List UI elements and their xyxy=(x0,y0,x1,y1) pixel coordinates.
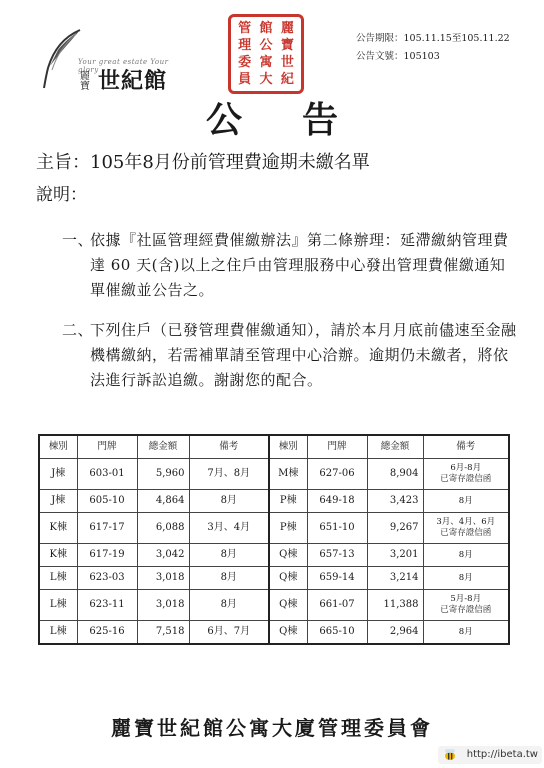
header-unit: 門牌 xyxy=(77,435,137,459)
amount-cell: 9,267 xyxy=(367,513,423,544)
unit-cell: 651-10 xyxy=(307,513,367,544)
building-cell: M棟 xyxy=(269,459,307,490)
amount-cell: 7,518 xyxy=(137,621,189,645)
building-cell: Q棟 xyxy=(269,621,307,645)
building-cell: J棟 xyxy=(39,459,77,490)
table-header-row xyxy=(39,435,509,459)
seal-character: 員 xyxy=(238,72,252,87)
committee-signature: 麗寶世紀館公寓大廈管理委員會 xyxy=(111,716,433,740)
amount-cell: 11,388 xyxy=(367,590,423,621)
notice-meta xyxy=(356,30,510,66)
unit-cell: 623-03 xyxy=(77,567,137,590)
header-unit: 門牌 xyxy=(307,435,367,459)
table-row xyxy=(39,590,509,621)
remarks-cell: 8月 xyxy=(423,490,509,513)
seal-character: 麗 xyxy=(280,21,294,36)
notice-doc-number: 公告文號：105103 xyxy=(356,51,440,62)
unit-cell: 605-10 xyxy=(77,490,137,513)
remarks-cell: 5月-8月 已寄存證信函 xyxy=(423,590,509,621)
amount-cell: 3,214 xyxy=(367,567,423,590)
source-watermark xyxy=(438,746,542,764)
building-cell: K棟 xyxy=(39,513,77,544)
seal-character: 寓 xyxy=(259,55,273,70)
remarks-cell: 8月 xyxy=(423,567,509,590)
remarks-cell: 3月、4月 xyxy=(189,513,269,544)
building-cell: Q棟 xyxy=(269,544,307,567)
seal-character: 寶 xyxy=(280,38,294,53)
community-logo xyxy=(40,28,190,94)
building-cell: L棟 xyxy=(39,567,77,590)
seal-character: 委 xyxy=(238,55,252,70)
amount-cell: 2,964 xyxy=(367,621,423,645)
explanation-label: 說明： xyxy=(36,185,87,205)
building-cell: P棟 xyxy=(269,490,307,513)
arrears-table xyxy=(38,434,510,645)
amount-cell: 3,201 xyxy=(367,544,423,567)
amount-cell: 8,904 xyxy=(367,459,423,490)
header-building: 棟別 xyxy=(39,435,77,459)
seal-character: 紀 xyxy=(280,72,294,87)
seal-character: 理 xyxy=(238,38,252,53)
remarks-cell: 8月 xyxy=(189,490,269,513)
bee-icon xyxy=(442,748,458,762)
remarks-cell: 8月 xyxy=(189,544,269,567)
watermark-url: http://ibeta.tw xyxy=(466,749,538,760)
building-cell: P棟 xyxy=(269,513,307,544)
amount-cell: 5,960 xyxy=(137,459,189,490)
unit-cell: 623-11 xyxy=(77,590,137,621)
remarks-cell: 3月、4月、6月 已寄存證信函 xyxy=(423,513,509,544)
amount-cell: 4,864 xyxy=(137,490,189,513)
logo-brand-name: 世紀館 xyxy=(98,68,168,94)
unit-cell: 627-06 xyxy=(307,459,367,490)
header-building: 棟別 xyxy=(269,435,307,459)
amount-cell: 3,423 xyxy=(367,490,423,513)
seal-character: 大 xyxy=(259,72,273,87)
building-cell: Q棟 xyxy=(269,590,307,621)
paragraph-1-text: 依據『社區管理經費催繳辦法』第二條辦理：延滯繳納管理費達 60 天(含)以上之住戶由管理服務中心發出管理費催繳通知單催繳並公告之。 xyxy=(90,231,509,299)
amount-cell: 3,018 xyxy=(137,590,189,621)
table-row xyxy=(39,513,509,544)
unit-cell: 657-13 xyxy=(307,544,367,567)
committee-seal-stamp xyxy=(228,14,304,94)
amount-cell: 3,018 xyxy=(137,567,189,590)
seal-character: 館 xyxy=(259,21,273,36)
logo-tagline: Your great estate Your glory xyxy=(78,58,169,74)
unit-cell: 659-14 xyxy=(307,567,367,590)
remarks-cell: 6月、7月 xyxy=(189,621,269,645)
remarks-cell: 8月 xyxy=(423,544,509,567)
header-amount: 總金額 xyxy=(367,435,423,459)
header-amount: 總金額 xyxy=(137,435,189,459)
logo-brand-small: 麗寶 xyxy=(80,71,90,92)
notice-period: 公告期限：105.11.15至105.11.22 xyxy=(356,33,510,44)
seal-character: 公 xyxy=(259,38,273,53)
table-row xyxy=(39,459,509,490)
seal-character: 管 xyxy=(238,21,252,36)
header-remarks: 備考 xyxy=(189,435,269,459)
amount-cell: 3,042 xyxy=(137,544,189,567)
table-row xyxy=(39,621,509,645)
unit-cell: 617-17 xyxy=(77,513,137,544)
amount-cell: 6,088 xyxy=(137,513,189,544)
building-cell: L棟 xyxy=(39,621,77,645)
unit-cell: 617-19 xyxy=(77,544,137,567)
remarks-cell: 8月 xyxy=(189,567,269,590)
unit-cell: 625-16 xyxy=(77,621,137,645)
paragraph-1-number: 一、 xyxy=(62,231,94,249)
seal-character: 世 xyxy=(280,55,294,70)
paragraph-2-text: 下列住戶（已發管理費催繳通知），請於本月月底前儘速至金融機構繳納，若需補單請至管理中心洽辦。逾期仍未繳者，將依法進行訴訟追繳。謝謝您的配合。 xyxy=(90,321,517,389)
table-row xyxy=(39,490,509,513)
remarks-cell: 7月、8月 xyxy=(189,459,269,490)
remarks-cell: 6月-8月 已寄存證信函 xyxy=(423,459,509,490)
building-cell: Q棟 xyxy=(269,567,307,590)
table-row xyxy=(39,544,509,567)
remarks-cell: 8月 xyxy=(189,590,269,621)
unit-cell: 603-01 xyxy=(77,459,137,490)
unit-cell: 649-18 xyxy=(307,490,367,513)
header-remarks: 備考 xyxy=(423,435,509,459)
paragraph-2-number: 二、 xyxy=(62,321,94,339)
unit-cell: 665-10 xyxy=(307,621,367,645)
notice-subject: 主旨：105年8月份前管理費逾期未繳名單 xyxy=(36,152,370,173)
building-cell: L棟 xyxy=(39,590,77,621)
remarks-cell: 8月 xyxy=(423,621,509,645)
table-row xyxy=(39,567,509,590)
building-cell: K棟 xyxy=(39,544,77,567)
notice-title: 公告 xyxy=(205,99,398,141)
building-cell: J棟 xyxy=(39,490,77,513)
unit-cell: 661-07 xyxy=(307,590,367,621)
